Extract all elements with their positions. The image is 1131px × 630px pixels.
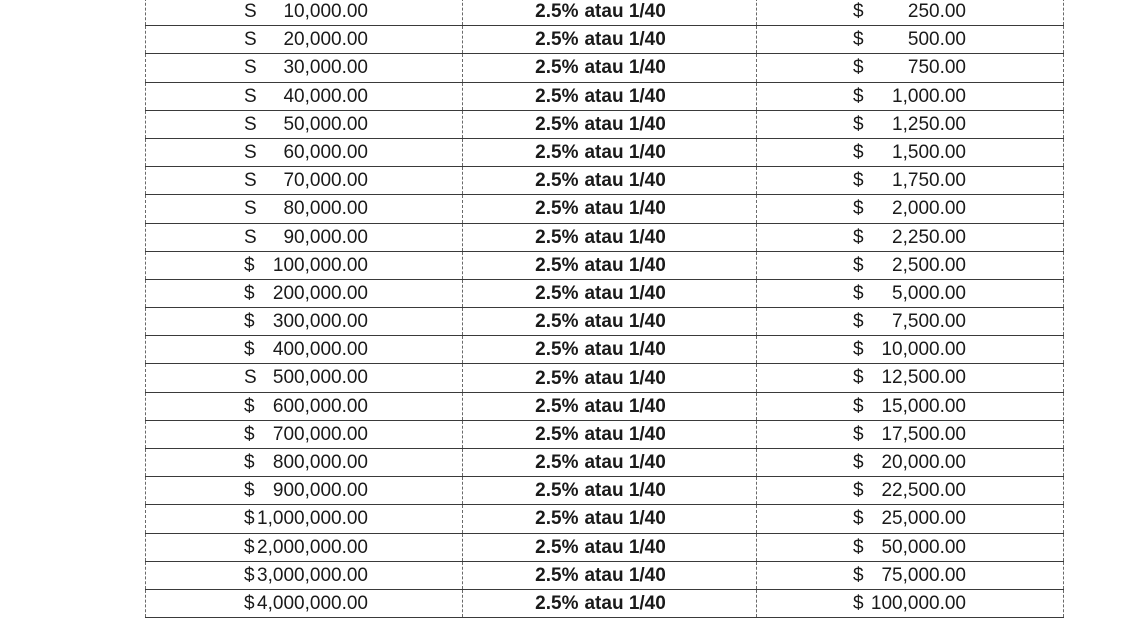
rate-cell [463,561,757,589]
rate-cell [463,167,757,195]
zakat-cell [757,195,1064,223]
rate-fraction: atau 1/40 [584,198,666,220]
amount-value: 900,000.00 [272,480,368,502]
zakat-value: 12,500.00 [881,367,966,389]
zakat-cell [757,279,1064,307]
zakat-cell [757,364,1064,392]
rate-percent: 2.5% [535,452,579,474]
amount-value: 80,000.00 [283,198,368,220]
zakat-cell [757,420,1064,448]
amount-currency-symbol: S [244,1,257,22]
rate-cell [463,26,757,54]
rate-fraction: atau 1/40 [584,593,666,615]
amount-currency-symbol: S [244,367,257,389]
rate-fraction: atau 1/40 [584,226,666,248]
zakat-value: 75,000.00 [881,564,966,586]
zakat-currency-symbol: $ [853,339,864,361]
amount-cell [146,110,463,138]
table-row [146,533,1064,561]
amount-value: 30,000.00 [283,57,368,79]
rate-fraction: atau 1/40 [584,254,666,276]
table-row [146,364,1064,392]
rate-fraction: atau 1/40 [584,339,666,361]
table-row [146,82,1064,110]
rate-fraction: atau 1/40 [584,170,666,192]
rate-percent: 2.5% [535,57,579,79]
zakat-cell [757,251,1064,279]
amount-cell [146,54,463,82]
rate-percent: 2.5% [535,226,579,248]
amount-value: 1,000,000.00 [257,508,368,530]
amount-cell [146,364,463,392]
amount-currency-symbol: S [244,226,257,248]
rate-fraction: atau 1/40 [584,564,666,586]
amount-cell [146,223,463,251]
amount-cell [146,449,463,477]
amount-currency-symbol: $ [244,592,255,614]
amount-currency-symbol: $ [244,564,255,586]
zakat-cell [757,449,1064,477]
amount-value: 500,000.00 [272,367,368,389]
zakat-currency-symbol: $ [853,423,864,445]
amount-value: 2,000,000.00 [257,536,368,558]
rate-percent: 2.5% [535,367,579,389]
table-row [146,195,1064,223]
zakat-cell [757,533,1064,561]
zakat-currency-symbol: $ [853,254,864,276]
zakat-rate-table [145,0,1064,618]
zakat-currency-symbol: $ [853,198,864,220]
rate-percent: 2.5% [535,536,579,558]
rate-fraction: atau 1/40 [584,311,666,333]
rate-percent: 2.5% [535,29,579,51]
table-row [146,589,1064,617]
rate-cell [463,251,757,279]
rate-cell [463,0,757,26]
rate-percent: 2.5% [535,142,579,164]
amount-value: 300,000.00 [272,311,368,333]
rate-cell [463,308,757,336]
zakat-cell [757,505,1064,533]
table-row [146,505,1064,533]
table-row [146,392,1064,420]
amount-value: 60,000.00 [283,141,368,163]
zakat-cell [757,110,1064,138]
amount-currency-symbol: S [244,113,257,135]
zakat-currency-symbol: $ [853,226,864,248]
table-row [146,110,1064,138]
zakat-value: 750.00 [907,57,966,79]
zakat-cell [757,54,1064,82]
rate-fraction: atau 1/40 [584,452,666,474]
amount-currency-symbol: $ [244,254,255,276]
zakat-cell [757,589,1064,617]
zakat-currency-symbol: $ [853,141,864,163]
amount-value: 800,000.00 [272,452,368,473]
amount-cell [146,279,463,307]
amount-value: 100,000.00 [272,254,368,276]
table-row [146,336,1064,364]
amount-currency-symbol: S [244,198,257,220]
rate-percent: 2.5% [535,1,579,23]
zakat-currency-symbol: $ [853,170,864,192]
zakat-currency-symbol: $ [853,29,864,51]
rate-cell [463,279,757,307]
rate-fraction: atau 1/40 [584,480,666,502]
rate-percent: 2.5% [535,423,579,445]
amount-cell [146,561,463,589]
amount-cell [146,533,463,561]
amount-cell [146,392,463,420]
amount-currency-symbol: S [244,170,257,192]
rate-fraction: atau 1/40 [584,395,666,417]
rate-cell [463,364,757,392]
amount-cell [146,0,463,26]
zakat-table-sheet [145,0,1063,618]
rate-fraction: atau 1/40 [584,423,666,445]
zakat-value: 50,000.00 [881,536,966,558]
rate-cell [463,223,757,251]
rate-percent: 2.5% [535,480,579,502]
rate-fraction: atau 1/40 [584,85,666,107]
amount-value: 700,000.00 [272,423,368,445]
zakat-value: 22,500.00 [881,480,966,502]
zakat-value: 2,500.00 [892,254,966,276]
zakat-cell [757,26,1064,54]
amount-currency-symbol: $ [244,311,255,333]
amount-currency-symbol: S [244,141,257,163]
zakat-value: 20,000.00 [881,452,966,473]
amount-cell [146,420,463,448]
zakat-value: 10,000.00 [881,339,966,361]
rate-percent: 2.5% [535,113,579,135]
zakat-value: 25,000.00 [881,508,966,530]
rate-percent: 2.5% [535,339,579,361]
amount-cell [146,336,463,364]
table-row [146,251,1064,279]
rate-cell [463,336,757,364]
amount-currency-symbol: $ [244,480,255,502]
table-row [146,561,1064,589]
amount-value: 40,000.00 [283,85,368,107]
rate-cell [463,195,757,223]
amount-currency-symbol: $ [244,339,255,361]
zakat-cell [757,167,1064,195]
rate-fraction: atau 1/40 [584,1,666,23]
zakat-currency-symbol: $ [853,480,864,502]
rate-cell [463,449,757,477]
amount-value: 4,000,000.00 [257,592,368,614]
zakat-value: 15,000.00 [881,395,966,417]
table-row [146,449,1064,477]
rate-cell [463,533,757,561]
zakat-cell [757,138,1064,166]
amount-value: 50,000.00 [283,113,368,135]
table-row [146,0,1064,26]
amount-currency-symbol: $ [244,423,255,445]
amount-currency-symbol: S [244,29,257,51]
amount-value: 90,000.00 [283,226,368,248]
zakat-value: 17,500.00 [881,423,966,445]
table-row [146,223,1064,251]
zakat-currency-symbol: $ [853,85,864,107]
table-row [146,167,1064,195]
zakat-value: 1,250.00 [892,113,966,135]
table-body [146,0,1064,618]
rate-fraction: atau 1/40 [584,508,666,530]
amount-value: 200,000.00 [272,282,368,304]
amount-currency-symbol: $ [244,536,255,558]
amount-value: 10,000.00 [283,1,368,22]
amount-currency-symbol: $ [244,395,255,417]
zakat-currency-symbol: $ [853,564,864,586]
rate-percent: 2.5% [535,593,579,615]
amount-cell [146,477,463,505]
zakat-cell [757,223,1064,251]
zakat-value: 100,000.00 [870,592,966,614]
rate-cell [463,589,757,617]
rate-fraction: atau 1/40 [584,282,666,304]
rate-cell [463,82,757,110]
amount-currency-symbol: $ [244,508,255,530]
amount-cell [146,251,463,279]
rate-fraction: atau 1/40 [584,367,666,389]
rate-fraction: atau 1/40 [584,536,666,558]
rate-cell [463,420,757,448]
table-row [146,54,1064,82]
amount-cell [146,167,463,195]
rate-cell [463,505,757,533]
table-row [146,26,1064,54]
rate-cell [463,110,757,138]
amount-currency-symbol: $ [244,282,255,304]
table-row [146,420,1064,448]
rate-fraction: atau 1/40 [584,142,666,164]
amount-currency-symbol: S [244,85,257,107]
amount-cell [146,308,463,336]
amount-cell [146,589,463,617]
amount-cell [146,195,463,223]
zakat-currency-symbol: $ [853,113,864,135]
amount-value: 400,000.00 [272,339,368,361]
zakat-cell [757,477,1064,505]
zakat-value: 250.00 [907,1,966,22]
rate-percent: 2.5% [535,564,579,586]
zakat-value: 1,750.00 [892,170,966,192]
zakat-cell [757,308,1064,336]
zakat-currency-symbol: $ [853,536,864,558]
rate-percent: 2.5% [535,170,579,192]
rate-cell [463,392,757,420]
zakat-currency-symbol: $ [853,57,864,79]
zakat-currency-symbol: $ [853,508,864,530]
rate-fraction: atau 1/40 [584,113,666,135]
zakat-value: 1,000.00 [892,85,966,107]
amount-value: 3,000,000.00 [257,564,368,586]
rate-percent: 2.5% [535,311,579,333]
rate-fraction: atau 1/40 [584,57,666,79]
amount-cell [146,505,463,533]
zakat-cell [757,561,1064,589]
zakat-value: 500.00 [907,29,966,51]
rate-cell [463,138,757,166]
rate-percent: 2.5% [535,395,579,417]
amount-currency-symbol: S [244,57,257,79]
zakat-value: 7,500.00 [892,311,966,333]
amount-value: 600,000.00 [272,395,368,417]
amount-currency-symbol: $ [244,452,255,473]
zakat-currency-symbol: $ [853,282,864,304]
zakat-currency-symbol: $ [853,311,864,333]
rate-percent: 2.5% [535,282,579,304]
amount-value: 20,000.00 [283,29,368,51]
amount-cell [146,138,463,166]
table-row [146,138,1064,166]
zakat-cell [757,336,1064,364]
zakat-currency-symbol: $ [853,395,864,417]
amount-value: 70,000.00 [283,170,368,192]
zakat-currency-symbol: $ [853,592,864,614]
zakat-value: 1,500.00 [892,141,966,163]
zakat-cell [757,82,1064,110]
rate-percent: 2.5% [535,198,579,220]
rate-cell [463,477,757,505]
zakat-cell [757,392,1064,420]
table-row [146,279,1064,307]
rate-cell [463,54,757,82]
zakat-value: 2,000.00 [892,198,966,220]
zakat-value: 5,000.00 [892,282,966,304]
zakat-cell [757,0,1064,26]
rate-percent: 2.5% [535,254,579,276]
zakat-currency-symbol: $ [853,1,864,22]
zakat-currency-symbol: $ [853,452,864,473]
amount-cell [146,82,463,110]
table-row [146,477,1064,505]
zakat-value: 2,250.00 [892,226,966,248]
amount-cell [146,26,463,54]
zakat-currency-symbol: $ [853,367,864,389]
table-row [146,308,1064,336]
rate-fraction: atau 1/40 [584,29,666,51]
rate-percent: 2.5% [535,508,579,530]
rate-percent: 2.5% [535,85,579,107]
